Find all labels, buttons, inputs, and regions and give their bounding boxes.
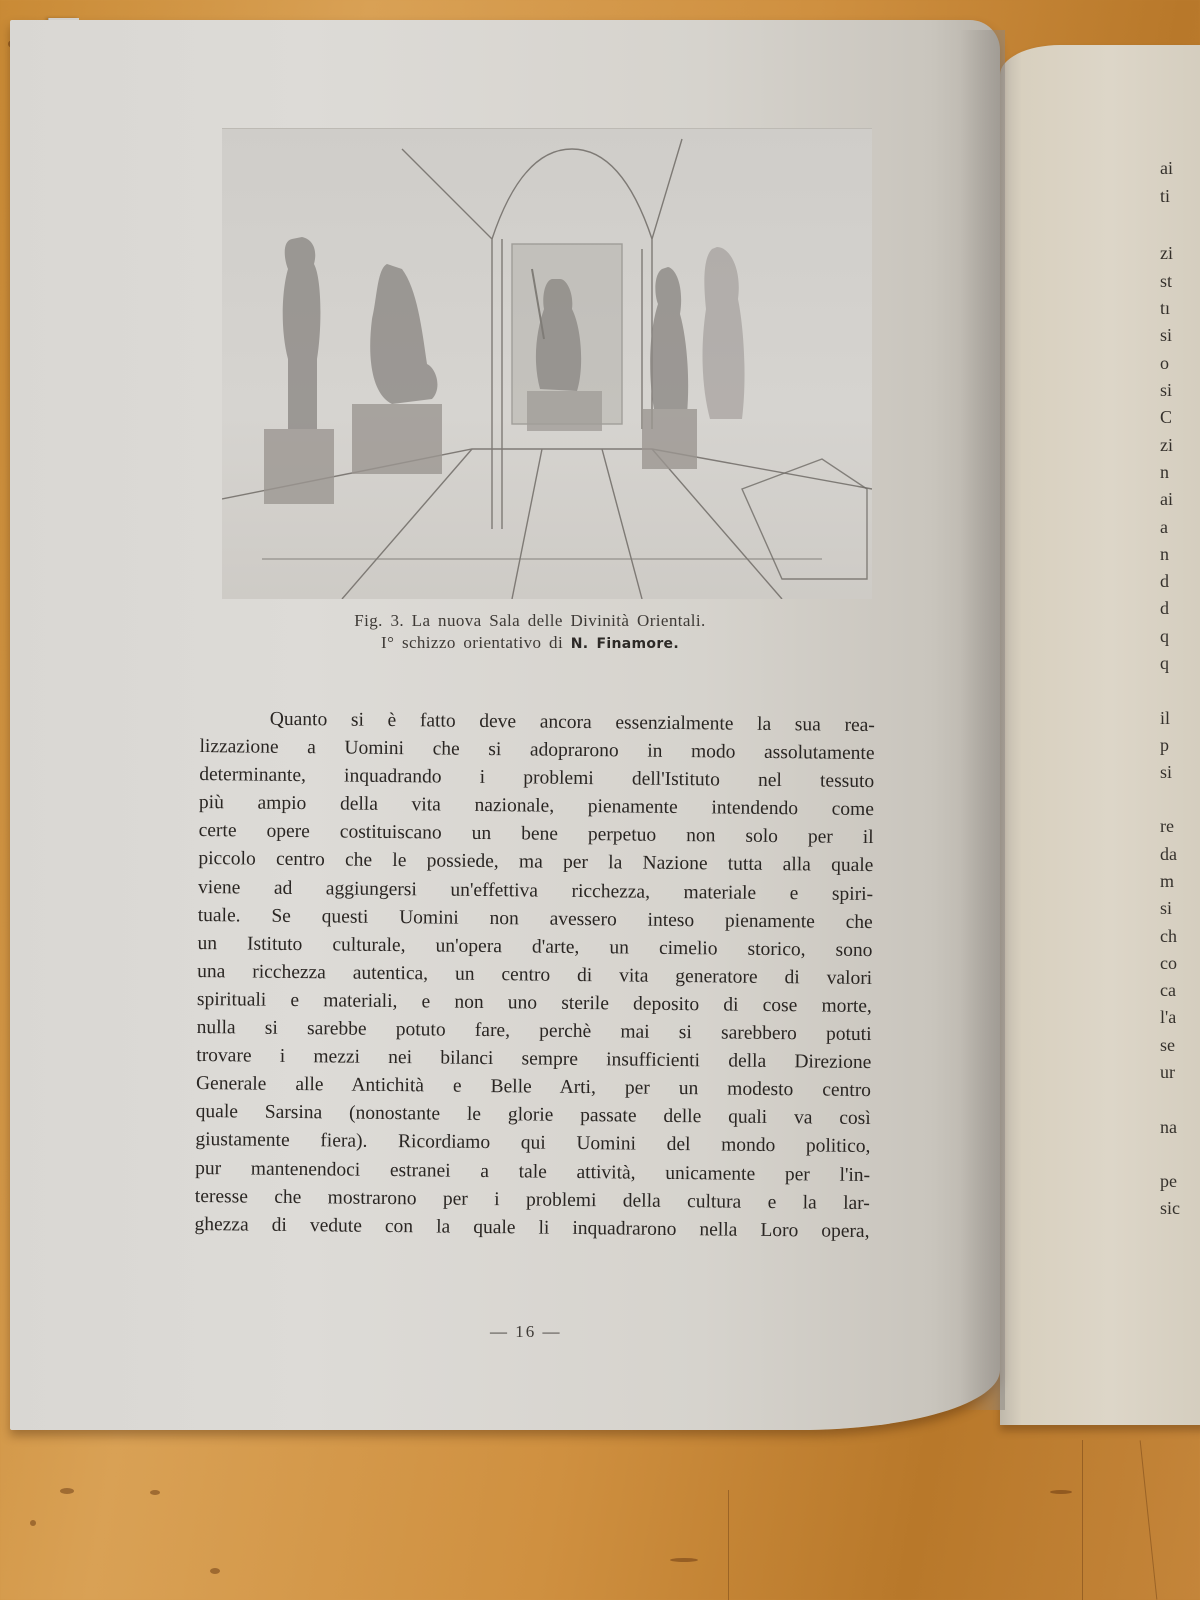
wood-grain [728, 1490, 729, 1600]
figure-caption [250, 610, 810, 655]
text-line: determinante, inquadrando i problemi dell'Istituto nel tessuto [199, 764, 875, 793]
right-page-fragment: p [1160, 735, 1169, 755]
right-page-fragment: il [1160, 708, 1171, 728]
right-page-fragment: o [1160, 353, 1169, 373]
right-page-fragment: C [1160, 407, 1173, 427]
text-line: più ampio della vita nazionale, pienamente intendendo come [198, 792, 875, 821]
text-line: Quanto si è fatto deve ancora essenzialmente la sua rea- [269, 708, 875, 737]
text-line: pur mantenendoci estranei a tale attività, unicamente per l'in- [195, 1157, 871, 1186]
caption-line-1 [250, 610, 810, 632]
right-page-fragment: si [1160, 898, 1173, 918]
right-page-fragment: se [1160, 1035, 1175, 1055]
right-page-fragment: pe [1160, 1171, 1177, 1191]
right-page-fragment: si [1160, 380, 1173, 400]
text-line: piccolo centro che le possiede, ma per la Nazione tutta alla quale [198, 848, 874, 877]
right-page-fragment: re [1160, 816, 1174, 836]
right-page-fragment: zi [1160, 243, 1173, 263]
right-page-fragment: ai [1160, 489, 1173, 509]
text-line: tuale. Se questi Uomini non avessero inteso pienamente che [197, 904, 873, 933]
sketch-image [222, 129, 872, 599]
right-page-fragment: st [1160, 271, 1173, 291]
page-number: — 16 — [490, 1322, 562, 1341]
right-page-fragment: sic [1160, 1198, 1180, 1218]
right-page-fragment: ur [1160, 1062, 1175, 1082]
text-line: ghezza di vedute con la quale li inquadrarono nella Loro opera, [194, 1213, 870, 1242]
right-page-fragment: l'a [1160, 1007, 1177, 1027]
text-line: giustamente fiera). Ricordiamo qui Uomini del mondo politico, [195, 1129, 871, 1158]
right-page-fragment: a [1160, 517, 1168, 537]
right-page-fragment: d [1160, 598, 1169, 618]
right-page-fragment: n [1160, 544, 1169, 564]
text-line: trovare i mezzi nei bilanci sempre insufficienti della Direzione [196, 1045, 872, 1074]
wood-knot [150, 1490, 160, 1495]
figure-subtitle: I° schizzo orientativo di [381, 633, 564, 652]
right-page-fragment: q [1160, 626, 1169, 646]
text-line: spirituali e materiali, e non uno sterile deposito di cose morte, [196, 988, 872, 1017]
right-page-fragment: ca [1160, 980, 1176, 1000]
text-line: quale Sarsina (nonostante le glorie passate delle quali va così [195, 1101, 871, 1130]
wood-grain [1082, 1440, 1083, 1600]
text-line: una ricchezza autentica, un centro di vita generatore di valori [197, 960, 873, 989]
wood-knot [30, 1520, 36, 1526]
text-line: viene ad aggiungersi un'effettiva ricchezza, materiale e spiri- [197, 876, 874, 905]
body-paragraph [194, 705, 875, 1246]
gutter-shadow [960, 30, 1005, 1410]
right-page-fragment: ch [1160, 926, 1177, 946]
text-line: certe opere costituiscano un bene perpetuo non solo per il [198, 820, 874, 849]
text-line: nulla si sarebbe potuto fare, perchè mai si sarebbero potuti [196, 1017, 872, 1046]
text-line: teresse che mostrarono per i problemi della cultura e la lar- [194, 1185, 870, 1214]
figure-label: Fig. 3. [354, 611, 405, 630]
right-page-fragment: d [1160, 571, 1169, 591]
right-page-fragment: ti [1160, 186, 1171, 206]
wood-knot [60, 1488, 74, 1494]
text-line: Generale alle Antichità e Belle Arti, per un modesto centro [195, 1073, 872, 1102]
right-page-fragment: m [1160, 871, 1175, 891]
right-page-fragment: zi [1160, 435, 1173, 455]
wood-grain [1140, 1440, 1158, 1599]
right-page-fragment: na [1160, 1117, 1177, 1137]
text-line: un Istituto culturale, un'opera d'arte, un cimelio storico, sono [197, 932, 873, 961]
caption-line-2 [250, 632, 810, 655]
wood-knot [670, 1558, 698, 1562]
text-line: lizzazione a Uomini che si adoprarono in modo assolutamente [199, 736, 875, 765]
right-page-fragment: tı [1160, 298, 1171, 318]
figure-title: La nuova Sala delle Divinità Orientali. [411, 611, 706, 630]
figure-author: N. Finamore. [570, 636, 679, 652]
right-page-fragment: si [1160, 762, 1173, 782]
right-page-fragment: n [1160, 462, 1169, 482]
wood-knot [1050, 1490, 1072, 1494]
right-page-fragment: si [1160, 325, 1173, 345]
right-page-fragment: co [1160, 953, 1177, 973]
right-page-fragment: ai [1160, 158, 1173, 178]
wood-knot [210, 1568, 220, 1574]
figure-sketch [222, 128, 872, 599]
right-page-fragment: da [1160, 844, 1177, 864]
right-page-fragment: q [1160, 653, 1169, 673]
